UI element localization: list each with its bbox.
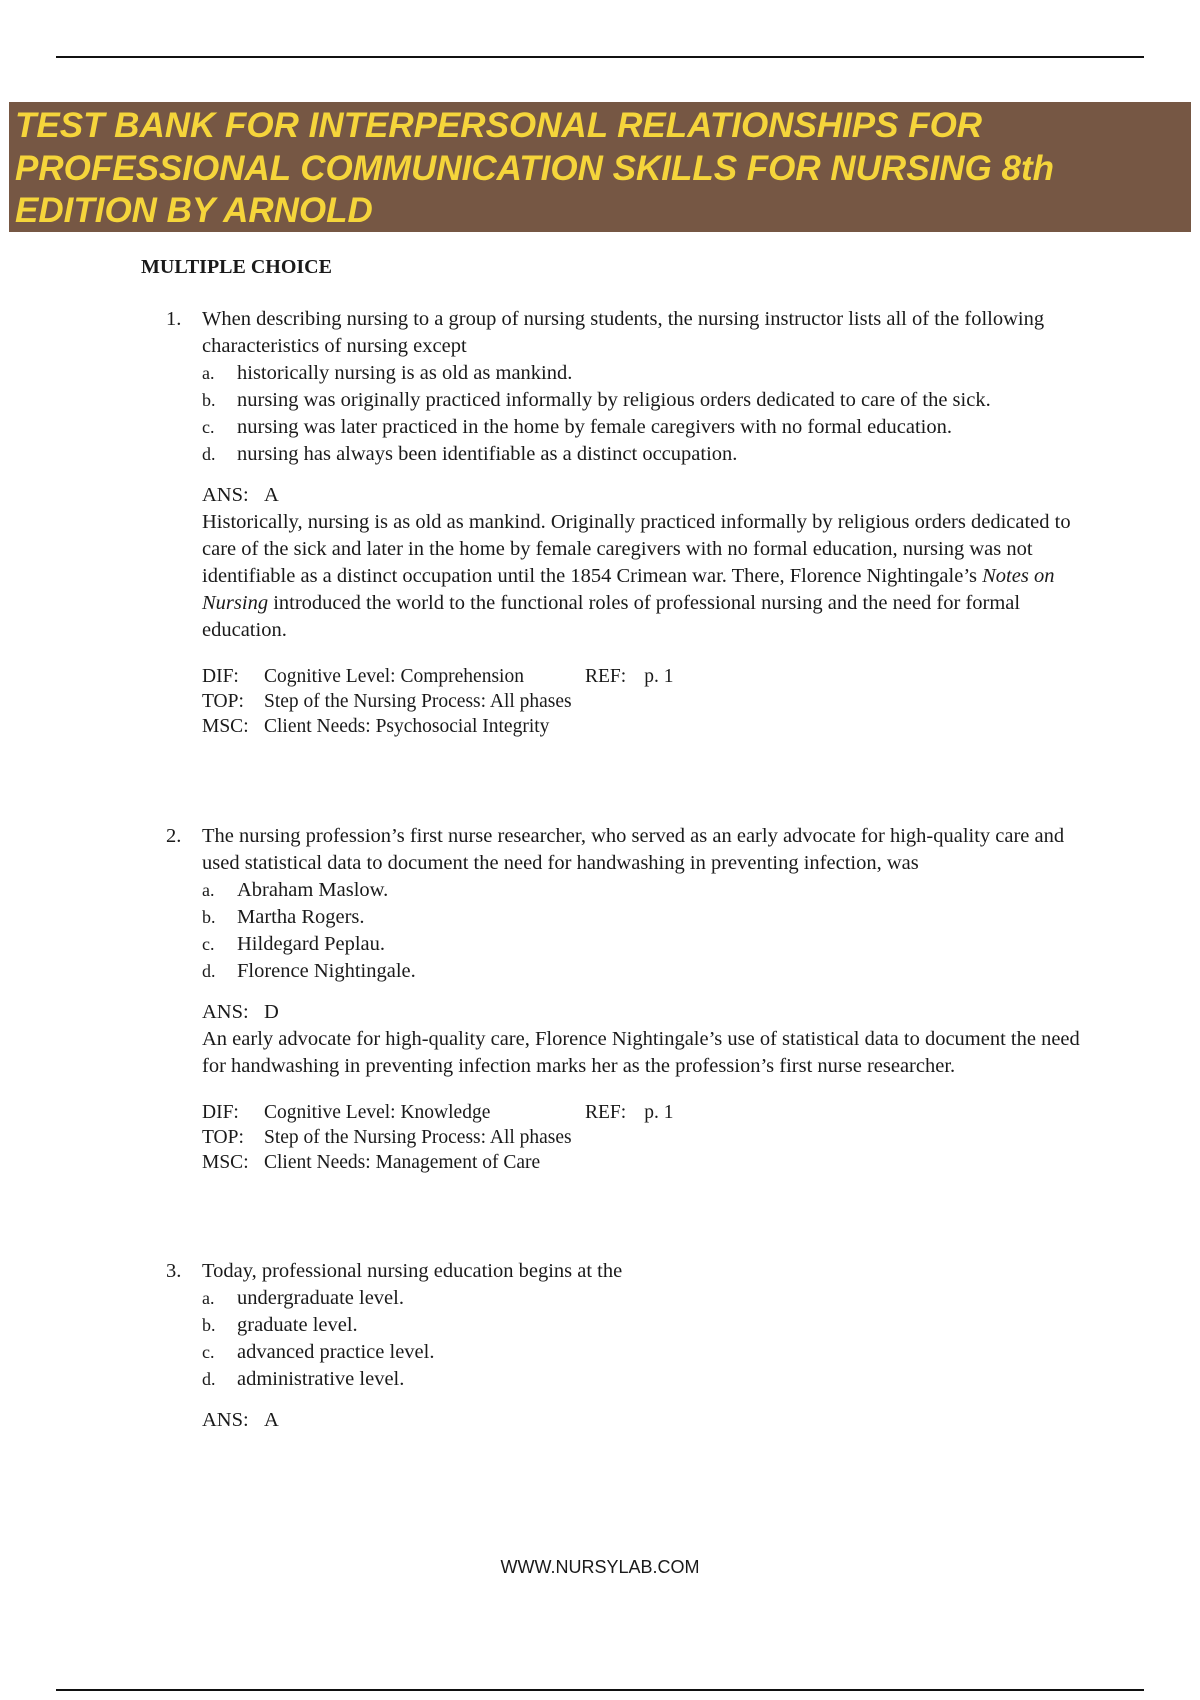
topic-value: Step of the Nursing Process: All phases bbox=[264, 1127, 572, 1148]
option-text: Hildegard Peplau. bbox=[237, 933, 386, 955]
title-banner bbox=[9, 102, 1191, 232]
option-letter: b. bbox=[202, 1315, 216, 1335]
reference-value: p. 1 bbox=[644, 1102, 674, 1123]
rationale-text: introduced the world to the functional roles of professional nursing and the need for formal education. bbox=[202, 592, 1021, 641]
option-a bbox=[0, 877, 1027, 904]
meta-key: REF: bbox=[585, 666, 627, 687]
answer-options bbox=[0, 877, 1200, 985]
client-needs-value: Client Needs: Psychosocial Integrity bbox=[264, 716, 550, 737]
answer-options bbox=[0, 360, 1200, 468]
bottom-rule bbox=[56, 1689, 1144, 1691]
meta-key: DIF: bbox=[202, 1102, 239, 1123]
question-2 bbox=[0, 823, 1200, 1175]
question-3 bbox=[0, 1258, 1200, 1434]
option-text: historically nursing is as old as mankind. bbox=[237, 362, 573, 384]
question-number: 3. bbox=[166, 1260, 182, 1282]
question-stem: When describing nursing to a group of nursing students, the nursing instructor lists all of the following characteristics of nursing except bbox=[202, 308, 1045, 357]
footer-url: WWW.NURSYLAB.COM bbox=[500, 1557, 700, 1577]
option-letter: d. bbox=[202, 1369, 216, 1389]
question-number: 1. bbox=[166, 308, 182, 330]
option-d bbox=[0, 1366, 1027, 1393]
answer-value: D bbox=[264, 1001, 279, 1023]
answer-label: ANS: bbox=[202, 1409, 249, 1431]
question-stem: The nursing profession’s first nurse researcher, who served as an early advocate for high-quality care and used statistical data to document the need for handwashing in preventing infection, was bbox=[202, 825, 1065, 874]
option-text: nursing was later practiced in the home by female caregivers with no formal education. bbox=[237, 416, 952, 438]
question-stem: Today, professional nursing education begins at the bbox=[202, 1260, 623, 1282]
option-c bbox=[0, 414, 957, 441]
answer-key bbox=[0, 482, 1200, 509]
meta-key: MSC: bbox=[202, 716, 249, 737]
document-title: TEST BANK FOR INTERPERSONAL RELATIONSHIPS FOR PROFESSIONAL COMMUNICATION SKILLS FOR NURSING 8th EDITION BY ARNOLD bbox=[15, 106, 1054, 230]
question-1 bbox=[0, 306, 1200, 739]
answer-label: ANS: bbox=[202, 484, 249, 506]
meta-key: REF: bbox=[585, 1102, 627, 1123]
option-text: graduate level. bbox=[237, 1314, 358, 1336]
option-a bbox=[0, 360, 1027, 387]
option-d bbox=[0, 441, 1027, 468]
meta-key: TOP: bbox=[202, 691, 244, 712]
client-needs-row bbox=[202, 1150, 1200, 1175]
option-letter: a. bbox=[202, 1288, 215, 1308]
topic-row bbox=[202, 689, 1200, 714]
reference bbox=[585, 664, 673, 689]
option-letter: d. bbox=[202, 961, 216, 981]
difficulty-value: Cognitive Level: Comprehension bbox=[264, 666, 524, 687]
option-letter: a. bbox=[202, 880, 215, 900]
answer-key bbox=[0, 1407, 1200, 1434]
option-c bbox=[0, 1339, 1027, 1366]
option-letter: b. bbox=[202, 907, 216, 927]
option-letter: a. bbox=[202, 363, 215, 383]
meta-key: TOP: bbox=[202, 1127, 244, 1148]
reference-value: p. 1 bbox=[644, 666, 674, 687]
option-c bbox=[0, 931, 1027, 958]
book-title: Notes on Nursing bbox=[202, 565, 1055, 614]
answer-options bbox=[0, 1285, 1200, 1393]
option-text: Abraham Maslow. bbox=[237, 879, 389, 901]
option-b bbox=[0, 904, 1027, 931]
difficulty-row bbox=[202, 664, 1200, 689]
option-letter: b. bbox=[202, 390, 216, 410]
option-text: Martha Rogers. bbox=[237, 906, 365, 928]
meta-key: MSC: bbox=[202, 1152, 249, 1173]
option-b bbox=[0, 1312, 1027, 1339]
section-heading: MULTIPLE CHOICE bbox=[141, 256, 332, 278]
difficulty-row bbox=[202, 1100, 1200, 1125]
reference bbox=[585, 1100, 673, 1125]
topic-value: Step of the Nursing Process: All phases bbox=[264, 691, 572, 712]
answer-key bbox=[0, 999, 1200, 1026]
option-text: nursing has always been identifiable as a distinct occupation. bbox=[237, 443, 738, 465]
option-letter: c. bbox=[202, 934, 215, 954]
rationale: An early advocate for high-quality care, Florence Nightingale’s use of statistical data to document the need for handwashing in preventing infection marks her as the profession’s first nurse researcher. bbox=[202, 1028, 1080, 1077]
question-metadata bbox=[0, 664, 1200, 739]
topic-row bbox=[202, 1125, 1200, 1150]
option-text: advanced practice level. bbox=[237, 1341, 435, 1363]
option-text: Florence Nightingale. bbox=[237, 960, 416, 982]
option-text: undergraduate level. bbox=[237, 1287, 404, 1309]
question-number: 2. bbox=[166, 825, 182, 847]
answer-value: A bbox=[264, 484, 279, 506]
option-text: administrative level. bbox=[237, 1368, 405, 1390]
client-needs-row bbox=[202, 714, 1200, 739]
difficulty-value: Cognitive Level: Knowledge bbox=[264, 1102, 491, 1123]
top-rule bbox=[56, 56, 1144, 58]
option-text: nursing was originally practiced informally by religious orders dedicated to care of the sick. bbox=[237, 389, 991, 411]
option-b bbox=[0, 387, 1037, 414]
rationale bbox=[0, 509, 1082, 644]
option-d bbox=[0, 958, 1027, 985]
option-letter: d. bbox=[202, 444, 216, 464]
option-letter: c. bbox=[202, 1342, 215, 1362]
option-a bbox=[0, 1285, 1027, 1312]
rationale-text: Historically, nursing is as old as mankind. Originally practiced informally by religious orders dedicated to care of the sick and later in the home by female caregivers with no formal education, nursing was not identifiable as a distinct occupation until the 1854 Crimean war. There, Florence Nightingale’s bbox=[202, 511, 1071, 587]
meta-key: DIF: bbox=[202, 666, 239, 687]
answer-value: A bbox=[264, 1409, 279, 1431]
client-needs-value: Client Needs: Management of Care bbox=[264, 1152, 541, 1173]
question-metadata bbox=[0, 1100, 1200, 1175]
option-letter: c. bbox=[202, 417, 215, 437]
answer-label: ANS: bbox=[202, 1001, 249, 1023]
